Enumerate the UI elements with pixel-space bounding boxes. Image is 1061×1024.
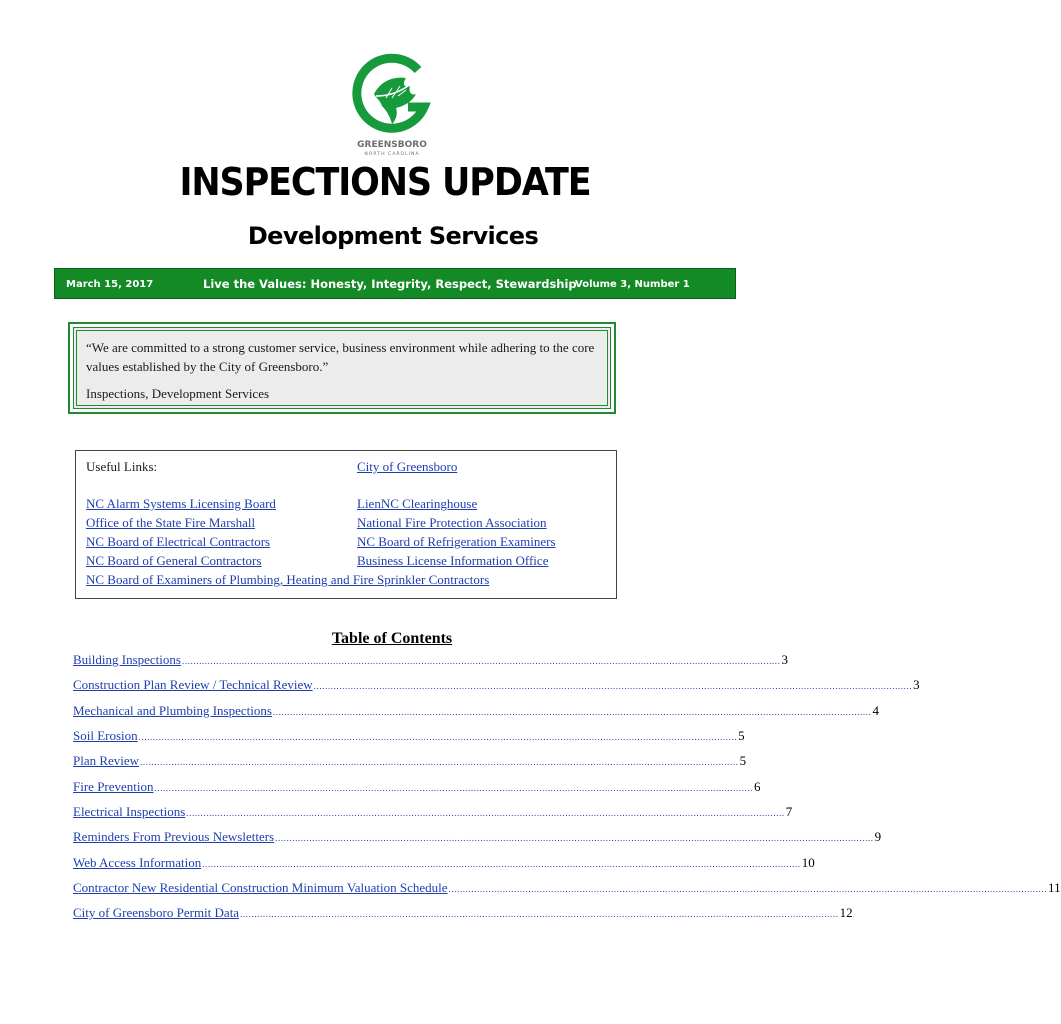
toc-entry-label[interactable]: City of Greensboro Permit Data xyxy=(73,905,240,920)
toc-entry-label[interactable]: Web Access Information xyxy=(73,855,202,870)
toc-entry[interactable] xyxy=(73,804,793,820)
logo-text-line2: NORTH CAROLINA xyxy=(364,152,420,157)
toc-leader-dots: .................................................................................................................................................................................................................. xyxy=(313,681,913,691)
toc-leader-dots: .................................................................................................................................................................................................................. xyxy=(275,833,874,843)
toc-entry[interactable] xyxy=(73,677,920,693)
toc-entry-page: 11 xyxy=(1048,880,1061,895)
link-nfpa[interactable]: National Fire Protection Association xyxy=(357,515,547,530)
toc-entry-label[interactable]: Contractor New Residential Construction Minimum Valuation Schedule xyxy=(73,880,448,895)
link-business-license-office[interactable]: Business License Information Office xyxy=(357,553,549,568)
toc-leader-dots: .................................................................................................................................................................................................................. xyxy=(154,783,754,793)
newsletter-banner xyxy=(54,268,736,299)
toc-entry-page: 3 xyxy=(913,677,920,692)
toc-leader-dots: .................................................................................................................................................................................................................. xyxy=(202,859,801,869)
toc-entry[interactable] xyxy=(73,855,815,871)
toc-entry[interactable] xyxy=(73,829,882,845)
mission-quote-attribution: Inspections, Development Services xyxy=(86,386,270,401)
toc-leader-dots: .................................................................................................................................................................................................................. xyxy=(138,732,738,742)
link-refrigeration-examiners[interactable]: NC Board of Refrigeration Examiners xyxy=(357,534,556,549)
toc-leader-dots: .................................................................................................................................................................................................................. xyxy=(181,656,781,666)
toc-entry[interactable] xyxy=(73,753,747,769)
toc-entry-label[interactable]: Electrical Inspections xyxy=(73,804,186,819)
toc-leader-dots: .................................................................................................................................................................................................................. xyxy=(272,707,872,717)
toc-title: Table of Contents xyxy=(331,630,453,647)
page-title: INSPECTIONS UPDATE xyxy=(179,160,591,204)
toc-entry[interactable] xyxy=(73,703,879,719)
link-city-of-greensboro[interactable]: City of Greensboro xyxy=(357,459,458,474)
useful-links-label: Useful Links: xyxy=(86,459,158,474)
toc-entry-page: 12 xyxy=(839,905,853,920)
link-nc-alarm-systems[interactable]: NC Alarm Systems Licensing Board xyxy=(86,496,276,511)
greensboro-logo xyxy=(352,52,432,157)
link-liennc-clearinghouse[interactable]: LienNC Clearinghouse xyxy=(357,496,478,511)
toc-entry-page: 5 xyxy=(739,753,747,768)
page-subtitle: Development Services xyxy=(247,222,539,250)
link-general-contractors[interactable]: NC Board of General Contractors xyxy=(86,553,262,568)
toc-entry-label[interactable]: Soil Erosion xyxy=(73,728,138,743)
toc-leader-dots: .................................................................................................................................................................................................................. xyxy=(140,757,739,767)
toc-leader-dots: .................................................................................................................................................................................................................. xyxy=(186,808,785,818)
mission-quote-text: “We are committed to a strong customer service, business environment while adhering to the core values established by the City of Greensboro.” xyxy=(86,340,595,374)
toc-entry-page: 10 xyxy=(801,855,815,870)
toc-entry[interactable] xyxy=(73,728,745,744)
toc-leader-dots: .................................................................................................................................................................................................................. xyxy=(448,884,1048,894)
toc-entry-label[interactable]: Reminders From Previous Newsletters xyxy=(73,829,275,844)
toc-entry-page: 9 xyxy=(874,829,882,844)
toc-entry-label[interactable]: Mechanical and Plumbing Inspections xyxy=(73,703,272,718)
toc-entry-page: 5 xyxy=(738,728,745,743)
banner-motto: Live the Values: Honesty, Integrity, Respect, Stewardship xyxy=(203,277,577,291)
logo-text-line1: GREENSBORO xyxy=(357,140,427,150)
toc-entry-page: 4 xyxy=(872,703,879,718)
useful-links-box xyxy=(75,450,617,599)
link-state-fire-marshall[interactable]: Office of the State Fire Marshall xyxy=(86,515,256,530)
toc-entry-label[interactable]: Plan Review xyxy=(73,753,140,768)
toc-entry-page: 3 xyxy=(781,652,788,667)
toc-entry[interactable] xyxy=(73,779,761,795)
toc-entry-label[interactable]: Building Inspections xyxy=(73,652,181,667)
link-electrical-contractors[interactable]: NC Board of Electrical Contractors xyxy=(86,534,271,549)
toc-entry-label[interactable]: Construction Plan Review / Technical Review xyxy=(73,677,313,692)
link-plumbing-heating-examiners[interactable]: NC Board of Examiners of Plumbing, Heating and Fire Sprinkler Contractors xyxy=(86,572,490,587)
banner-date: March 15, 2017 xyxy=(66,279,154,290)
banner-volume: Volume 3, Number 1 xyxy=(575,279,690,290)
toc-entry-label[interactable]: Fire Prevention xyxy=(73,779,154,794)
mission-quote-box xyxy=(68,322,616,414)
toc-entry[interactable] xyxy=(73,880,1061,896)
toc-entry[interactable] xyxy=(73,905,853,921)
toc-entry-page: 6 xyxy=(754,779,761,794)
toc-leader-dots: .................................................................................................................................................................................................................. xyxy=(240,909,839,919)
toc-entry[interactable] xyxy=(73,652,788,668)
toc-entry-page: 7 xyxy=(785,804,793,819)
